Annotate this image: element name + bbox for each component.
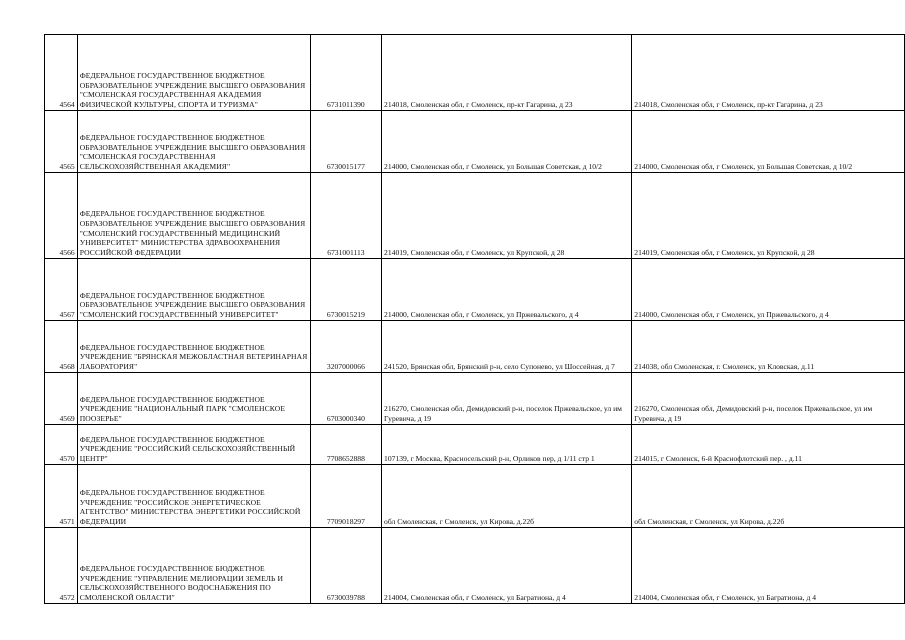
actual-address: обл Смоленская, г Смоленск, ул Кирова, д.22б <box>632 465 905 528</box>
table-row <box>45 465 905 528</box>
table-row <box>45 425 905 465</box>
actual-address: 214038, обл Смоленская, г. Смоленск, ул Кловская, д.11 <box>632 321 905 373</box>
table-row <box>45 528 905 604</box>
organization-name: ФЕДЕРАЛЬНОЕ ГОСУДАРСТВЕННОЕ БЮДЖЕТНОЕ УЧРЕЖДЕНИЕ "НАЦИОНАЛЬНЫЙ ПАРК "СМОЛЕНСКОЕ ПООЗЕРЬЕ" <box>77 373 310 425</box>
row-number: 4571 <box>45 465 78 528</box>
actual-address: 214000, Смоленская обл, г Смоленск, ул Большая Советская, д 10/2 <box>632 111 905 173</box>
inn-cell: 7708652888 <box>310 425 381 465</box>
actual-address: 214019, Смоленская обл, г Смоленск, ул Крупской, д 28 <box>632 173 905 259</box>
table-row <box>45 373 905 425</box>
actual-address: 214018, Смоленская обл, г Смоленск, пр-кт Гагарина, д 23 <box>632 35 905 111</box>
organization-name: ФЕДЕРАЛЬНОЕ ГОСУДАРСТВЕННОЕ БЮДЖЕТНОЕ УЧРЕЖДЕНИЕ "РОССИЙСКИЙ СЕЛЬСКОХОЗЯЙСТВЕННЫЙ ЦЕНТР" <box>77 425 310 465</box>
row-number: 4568 <box>45 321 78 373</box>
legal-address: 107139, г Москва, Красносельский р-н, Орликов пер, д 1/11 стр 1 <box>382 425 632 465</box>
inn-cell: 6730039788 <box>310 528 381 604</box>
table-row <box>45 173 905 259</box>
inn-cell: 6730015219 <box>310 259 381 321</box>
inn-cell: 6703000340 <box>310 373 381 425</box>
inn-cell: 3207000066 <box>310 321 381 373</box>
inn-cell: 7709018297 <box>310 465 381 528</box>
row-number: 4570 <box>45 425 78 465</box>
legal-address: обл Смоленская, г Смоленск, ул Кирова, д.22б <box>382 465 632 528</box>
registry-table <box>44 34 905 604</box>
organization-name: ФЕДЕРАЛЬНОЕ ГОСУДАРСТВЕННОЕ БЮДЖЕТНОЕ УЧРЕЖДЕНИЕ "БРЯНСКАЯ МЕЖОБЛАСТНАЯ ВЕТЕРИНАРНАЯ ЛАБОРАТОРИЯ" <box>77 321 310 373</box>
actual-address: 214004, Смоленская обл, г Смоленск, ул Багратиона, д 4 <box>632 528 905 604</box>
inn-cell: 6731001113 <box>310 173 381 259</box>
organization-name: ФЕДЕРАЛЬНОЕ ГОСУДАРСТВЕННОЕ БЮДЖЕТНОЕ ОБРАЗОВАТЕЛЬНОЕ УЧРЕЖДЕНИЕ ВЫСШЕГО ОБРАЗОВАНИЯ "СМОЛЕНСКАЯ ГОСУДАРСТВЕННАЯ СЕЛЬСКОХОЗЯЙСТВЕННАЯ АКАДЕМИЯ" <box>77 111 310 173</box>
row-number: 4565 <box>45 111 78 173</box>
organization-name: ФЕДЕРАЛЬНОЕ ГОСУДАРСТВЕННОЕ БЮДЖЕТНОЕ ОБРАЗОВАТЕЛЬНОЕ УЧРЕЖДЕНИЕ ВЫСШЕГО ОБРАЗОВАНИЯ "СМОЛЕНСКИЙ ГОСУДАРСТВЕННЫЙ УНИВЕРСИТЕТ" <box>77 259 310 321</box>
table-row <box>45 111 905 173</box>
table-row <box>45 321 905 373</box>
legal-address: 214004, Смоленская обл, г Смоленск, ул Багратиона, д 4 <box>382 528 632 604</box>
organization-name: ФЕДЕРАЛЬНОЕ ГОСУДАРСТВЕННОЕ БЮДЖЕТНОЕ УЧРЕЖДЕНИЕ "УПРАВЛЕНИЕ МЕЛИОРАЦИИ ЗЕМЕЛЬ И СЕЛЬСКОХОЗЯЙСТВЕННОГО ВОДОСНАБЖЕНИЯ ПО СМОЛЕНСКОЙ ОБЛАСТИ" <box>77 528 310 604</box>
table-row <box>45 259 905 321</box>
legal-address: 214000, Смоленская обл, г Смоленск, ул Пржевальского, д 4 <box>382 259 632 321</box>
legal-address: 214018, Смоленская обл, г Смоленск, пр-кт Гагарина, д 23 <box>382 35 632 111</box>
actual-address: 214000, Смоленская обл, г Смоленск, ул Пржевальского, д 4 <box>632 259 905 321</box>
actual-address: 214015, г Смоленск, 6-й Краснофлотский пер. , д.11 <box>632 425 905 465</box>
inn-cell: 6730015177 <box>310 111 381 173</box>
row-number: 4566 <box>45 173 78 259</box>
legal-address: 214000, Смоленская обл, г Смоленск, ул Большая Советская, д 10/2 <box>382 111 632 173</box>
row-number: 4567 <box>45 259 78 321</box>
legal-address: 214019, Смоленская обл, г Смоленск, ул Крупской, д 28 <box>382 173 632 259</box>
legal-address: 241520, Брянская обл, Брянский р-н, село Супонево, ул Шоссейная, д 7 <box>382 321 632 373</box>
row-number: 4564 <box>45 35 78 111</box>
row-number: 4572 <box>45 528 78 604</box>
legal-address: 216270, Смоленская обл, Демидовский р-н, поселок Пржевальское, ул им Гуревича, д 19 <box>382 373 632 425</box>
table-row <box>45 35 905 111</box>
organization-name: ФЕДЕРАЛЬНОЕ ГОСУДАРСТВЕННОЕ БЮДЖЕТНОЕ ОБРАЗОВАТЕЛЬНОЕ УЧРЕЖДЕНИЕ ВЫСШЕГО ОБРАЗОВАНИЯ "СМОЛЕНСКИЙ ГОСУДАРСТВЕННЫЙ МЕДИЦИНСКИЙ УНИВЕРСИТЕТ" МИНИСТЕРСТВА ЗДРАВООХРАНЕНИЯ РОССИЙСКОЙ ФЕДЕРАЦИИ <box>77 173 310 259</box>
organization-name: ФЕДЕРАЛЬНОЕ ГОСУДАРСТВЕННОЕ БЮДЖЕТНОЕ УЧРЕЖДЕНИЕ "РОССИЙСКОЕ ЭНЕРГЕТИЧЕСКОЕ АГЕНТСТВО" МИНИСТЕРСТВА ЭНЕРГЕТИКИ РОССИЙСКОЙ ФЕДЕРАЦИИ <box>77 465 310 528</box>
registry-table-body <box>45 35 905 604</box>
actual-address: 216270, Смоленская обл, Демидовский р-н, поселок Пржевальское, ул им Гуревича, д 19 <box>632 373 905 425</box>
organization-name: ФЕДЕРАЛЬНОЕ ГОСУДАРСТВЕННОЕ БЮДЖЕТНОЕ ОБРАЗОВАТЕЛЬНОЕ УЧРЕЖДЕНИЕ ВЫСШЕГО ОБРАЗОВАНИЯ "СМОЛЕНСКАЯ ГОСУДАРСТВЕННАЯ АКАДЕМИЯ ФИЗИЧЕСКОЙ КУЛЬТУРЫ, СПОРТА И ТУРИЗМА" <box>77 35 310 111</box>
inn-cell: 6731011390 <box>310 35 381 111</box>
row-number: 4569 <box>45 373 78 425</box>
